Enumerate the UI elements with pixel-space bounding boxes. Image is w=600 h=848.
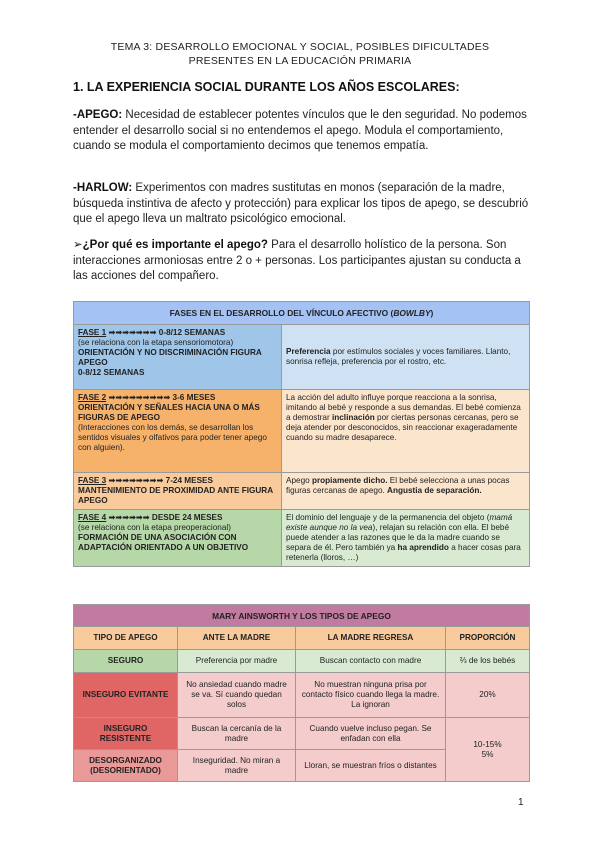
phase-4-label: FASE 4	[78, 513, 107, 522]
phase-2-title: ORIENTACIÓN Y SEÑALES HACIA UNA O MÁS FIGURAS DE APEGO	[78, 403, 260, 422]
phase-1-cell	[74, 325, 282, 390]
phase-1-title: ORIENTACIÓN Y NO DISCRIMINACIÓN FIGURA APEGO	[78, 348, 262, 367]
column-header: TIPO DE APEGO	[74, 627, 178, 650]
column-header: LA MADRE REGRESA	[296, 627, 446, 650]
phase-3-cell	[74, 473, 282, 510]
ainsworth-header-row	[74, 627, 530, 650]
table-row	[74, 510, 530, 567]
proporcion-cell: ⅔ de los bebés	[446, 650, 530, 673]
apego-term: -APEGO:	[73, 109, 123, 121]
phases-table-title: FASES EN EL DESARROLLO DEL VÍNCULO AFECTIVO (BOWLBY)	[74, 302, 530, 325]
phase-4-note: (se relaciona con la etapa preoperacional)	[78, 523, 231, 532]
table-row	[74, 650, 530, 673]
question-term: ➢¿Por qué es importante el apego?	[73, 239, 268, 251]
phase-2-description: La acción del adulto influye porque reacciona a la sonrisa, imitando al bebé y responde a sus demandas. El bebé comienza a demostrar inclinación por ciertas personas cercanas, pero se deja atender por desconocidos, sin reaccionar exageradamente cuando su madre desaparece.	[282, 390, 530, 473]
harlow-text: Experimentos con madres sustitutas en monos (separación de la madre, búsqueda instintiva de afecto y protección) para explicar los tipos de apego, se descubrió que el apego lleva un maltrato psicológico emocional.	[73, 182, 529, 225]
phase-1-label: FASE 1	[78, 328, 107, 337]
phase-3-range: ➡➡➡➡➡➡➡➡ 7-24 MESES	[106, 476, 213, 485]
phase-1-description: Preferencia por estímulos sociales y voces familiares. Llanto, sonrisa refleja, preferencia por el rostro, etc.	[282, 325, 530, 390]
phase-4-range: ➡➡➡➡➡➡ DESDE 24 MESES	[106, 513, 223, 522]
regresa-cell: Buscan contacto con madre	[296, 650, 446, 673]
table-row	[74, 473, 530, 510]
phase-4-title: FORMACIÓN DE UNA ASOCIACIÓN CON ADAPTACIÓN ORIENTADO A UN OBJETIVO	[78, 533, 249, 552]
proporcion-cell: 20%	[446, 673, 530, 718]
phase-1-note: (se relaciona con la etapa sensoriomotora)	[78, 338, 234, 347]
ainsworth-table	[73, 604, 530, 782]
ante-cell: Buscan la cercanía de la madre	[178, 718, 296, 750]
regresa-cell: No muestran ninguna prisa por contacto físico cuando llega la madre. La ignoran	[296, 673, 446, 718]
phase-4-cell	[74, 510, 282, 567]
ante-cell: Preferencia por madre	[178, 650, 296, 673]
harlow-term: -HARLOW:	[73, 182, 133, 194]
phase-4-description: El dominio del lenguaje y de la permanencia del objeto (mamá existe aunque no la vea), relajan su relación con ella. El bebé puede atender a las razones que le da la madre cuando se separa de él. Pero también ya ha aprendido a hacer cosas para retenerla (lloros, …)	[282, 510, 530, 567]
phases-table-author: BOWLBY	[393, 308, 431, 318]
regresa-cell: Lloran, se muestran fríos o distantes	[296, 750, 446, 782]
ante-cell: Inseguridad. No miran a madre	[178, 750, 296, 782]
column-header: PROPORCIÓN	[446, 627, 530, 650]
phases-table	[73, 301, 530, 567]
type-cell: SEGURO	[74, 650, 178, 673]
table-row	[74, 325, 530, 390]
table-row	[74, 673, 530, 718]
phase-2-note: (Interacciones con los demás, se desarrollan los sentidos visuales y olfativos para poder tener apego con alguien).	[78, 423, 267, 452]
phase-3-description: Apego propiamente dicho. El bebé selecciona a unas pocas figuras cercanas de apego. Angustia de separación.	[282, 473, 530, 510]
phase-3-label: FASE 3	[78, 476, 107, 485]
table-row	[74, 390, 530, 473]
harlow-paragraph	[73, 181, 533, 228]
apego-text: Necesidad de establecer potentes vínculos que le den seguridad. No podemos entender el desarrollo social si no entendemos el apego. Modula el comportamiento, cuando se modula el comportamiento decimos que tenemos empatía.	[73, 109, 527, 152]
phase-2-range: ➡➡➡➡➡➡➡➡➡ 3-6 MESES	[106, 393, 216, 402]
section-heading: 1. LA EXPERIENCIA SOCIAL DURANTE LOS AÑOS ESCOLARES:	[73, 80, 460, 94]
apego-paragraph	[73, 108, 533, 155]
title-line-1: TEMA 3: DESARROLLO EMOCIONAL Y SOCIAL, POSIBLES DIFICULTADES	[110, 41, 490, 53]
phase-1-extra: 0-8/12 SEMANAS	[78, 368, 145, 377]
proporcion-line-2: 5%	[481, 749, 494, 759]
proporcion-cell-merged	[446, 718, 530, 782]
title-line-2: PRESENTES EN LA EDUCACIÓN PRIMARIA	[188, 55, 412, 67]
table-row	[74, 718, 530, 750]
column-header: ANTE LA MADRE	[178, 627, 296, 650]
ainsworth-table-title: MARY AINSWORTH Y LOS TIPOS DE APEGO	[74, 605, 530, 627]
phase-1-range: ➡➡➡➡➡➡➡ 0-8/12 SEMANAS	[106, 328, 226, 337]
type-cell: INSEGURO RESISTENTE	[74, 718, 178, 750]
page-number: 1	[518, 797, 524, 808]
phase-2-label: FASE 2	[78, 393, 107, 402]
question-text: Para el desarrollo holístico de la persona. Son interacciones armoniosas entre 2 o + personas. Los participantes ajustan su conducta a las acciones del compañero.	[73, 239, 521, 282]
phase-2-cell	[74, 390, 282, 473]
type-cell: DESORGANIZADO (DESORIENTADO)	[74, 750, 178, 782]
page-title	[0, 40, 600, 68]
phase-3-title: MANTENIMIENTO DE PROXIMIDAD ANTE FIGURA APEGO	[78, 486, 273, 505]
regresa-cell: Cuando vuelve incluso pegan. Se enfadan con ella	[296, 718, 446, 750]
type-cell: INSEGURO EVITANTE	[74, 673, 178, 718]
ante-cell: No ansiedad cuando madre se va. Sí cuando quedan solos	[178, 673, 296, 718]
proporcion-line-1: 10-15%	[473, 739, 502, 749]
question-paragraph	[73, 238, 533, 285]
